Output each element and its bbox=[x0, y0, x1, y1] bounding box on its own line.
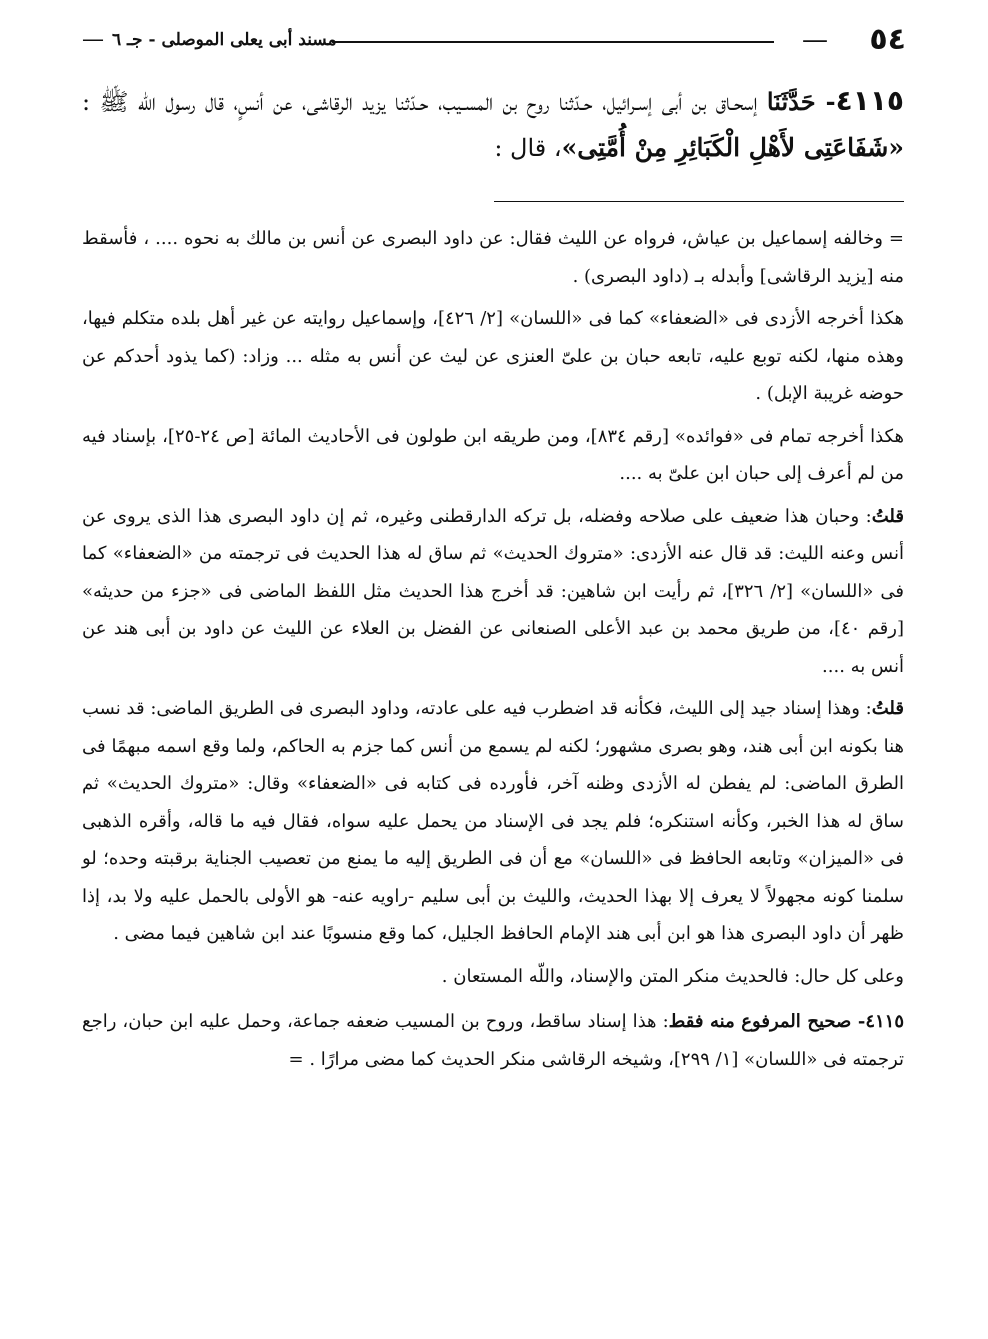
header-dash-left: — bbox=[82, 27, 104, 52]
hadith-number: ٤١١٥ bbox=[835, 84, 904, 117]
note-paragraph bbox=[82, 958, 904, 996]
footnotes bbox=[82, 220, 904, 1083]
page-number: ٥٤ bbox=[869, 22, 906, 57]
running-header bbox=[82, 22, 906, 58]
header-dash-right: — bbox=[802, 25, 828, 55]
note-paragraph bbox=[82, 690, 904, 953]
note-text: هكذا أخرجه تمام فى «فوائده» [رقم ٨٣٤]، ومن طريقه ابن طولون فى الأحاديث المائة [ص ٢٤-٢٥]، بإسناد فيه من لم أعرف إلى حبان ابن علىّ به .... bbox=[82, 425, 904, 484]
book-title: مسند أبى يعلى الموصلى - جـ ٦ bbox=[112, 30, 337, 50]
note-paragraph bbox=[82, 418, 904, 493]
hadith-ending: ، قال : bbox=[494, 134, 562, 162]
note-text: هكذا أخرجه الأزدى فى «الضعفاء» كما فى «اللسان» [٢/ ٤٢٦]، وإسماعيل روايته عن غير أهل بلده متكلم فيها، وهذه منها، لكنه توبع عليه، تابعه حبان بن علىّ العنزى عن ليث عن أنس به مثله ... وزاد: (كما يذود أحدكم عن حوضه غريبة الإبل) . bbox=[82, 308, 904, 404]
note-lead: قلتُ bbox=[871, 698, 904, 719]
note-paragraph bbox=[82, 300, 904, 413]
note-lead: قلتُ bbox=[871, 505, 904, 527]
note-text: وعلى كل حال: فالحديث منكر المتن والإسناد، واللّه المستعان . bbox=[441, 965, 904, 987]
note-text: : وحبان هذا ضعيف على صلاحه وفضله، بل تركه الدارقطنى وغيره، ثم إن داود البصرى هذا الذى يروى عن أنس وعنه الليث: قد قال عنه الأزدى: «متروك الحديث» ثم ساق له هذا الحديث فى ترجمته من «الضعفاء» كما فى «اللسان» [٢/ ٣٢٦]، ثم رأيت ابن شاهين: قد أخرج هذا الحديث مثل اللفظ الماضى فى «جزء من حديثه» [رقم ٤٠]، من طريق محمد بن عبد الأعلى الصنعانى عن الفضل بن العلاء عن الليث عن داود بن أبى هند عن أنس به .... bbox=[82, 505, 904, 677]
footnote-separator bbox=[494, 201, 904, 202]
hadith-isnad: إسحـاق بن أبى إسـرائيل، حـدّثنا روح بن المسـيب، حـدّثنا يزيد الرقاشى، عن أنسٍ، قال رسول اللّه ﷺ : bbox=[82, 88, 767, 116]
note-paragraph bbox=[82, 220, 904, 295]
note-paragraph bbox=[82, 498, 904, 686]
note-text: : هذا إسناد ساقط، وروح بن المسيب ضعفه جماعة، وحمل عليه ابن حبان، راجع ترجمته فى «اللسان» [١/ ٢٩٩]، وشيخه الرقاشى منكر الحديث كما مضى مرارًا . = bbox=[82, 1011, 904, 1070]
hadith-opening: - حَدَّثَنَا bbox=[766, 87, 836, 116]
note-text: = وخالفه إسماعيل بن عياش، فرواه عن الليث فقال: عن داود البصرى عن أنس بن مالك به نحوه .... ، فأسقط منه [يزيد الرقاشى] وأبدله بـ (داود البصرى) . bbox=[82, 228, 904, 287]
hadith-paragraph bbox=[82, 78, 904, 171]
header-rule bbox=[332, 41, 774, 43]
hadith-text bbox=[82, 78, 904, 171]
note-lead: ٤١١٥- صحيح المرفوع منه فقط bbox=[668, 1011, 904, 1032]
note-paragraph bbox=[82, 1003, 904, 1078]
hadith-matn: «شَفَاعَتِى لأَهْلِ الْكَبَائِرِ مِنْ أُمَّتِى» bbox=[561, 133, 904, 162]
note-text: : وهذا إسناد جيد إلى الليث، فكأنه قد اضطرب فيه على عادته، وداود البصرى فى الطريق الماضى: قد نسب هنا بكونه ابن أبى هند، وهو بصرى مشهور؛ لكنه لم يسمع من أنس كما جزم به الحاكم، ولما وقع اسمه مبهمًا فى الطرق الماضى: لم يفطن له الأزدى وظنه آخر، فأورده فى كتابه فى «الضعفاء» وقال: «متروك الحديث» ثم ساق له هذا الخبر، وكأنه استنكره؛ فلم يجد فى الإسناد من يحمل عليه سواه، فقال فيه ما قاله، وأقره الذهبى فى «الميزان» وتابعه الحافظ فى «اللسان» مع أن فى الطريق إليه ما يمنع من تعصيب الجناية برقبته وحده؛ لو سلمنا كونه مجهولاً لا يعرف إلا بهذا الحديث، والليث بن أبى سليم -راويه عنه- هو الأولى بالحمل عليه ولا بد، إذا ظهر أن داود البصرى هذا هو ابن أبى هند الإمام الحافظ الجليل، كما وقع منسوبًا عند ابن شاهين فيما مضى . bbox=[82, 698, 904, 944]
